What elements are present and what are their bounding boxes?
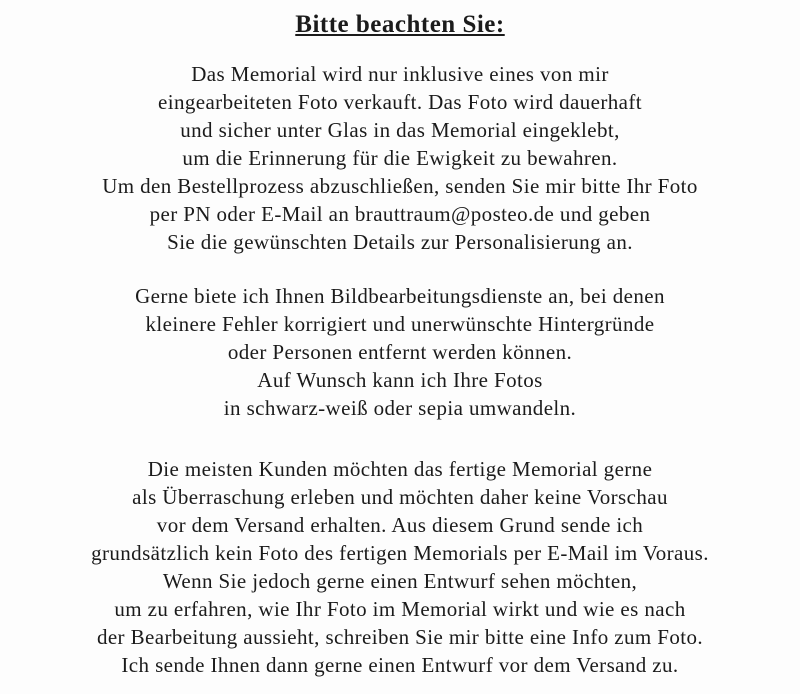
text-line-email: per PN oder E-Mail an brauttraum@posteo.de und geben	[149, 202, 651, 226]
text-line: Ich sende Ihnen dann gerne einen Entwurf vor dem Versand zu.	[121, 653, 679, 677]
paragraph-editing-services	[0, 282, 800, 422]
text-line: um die Erinnerung für die Ewigkeit zu bewahren.	[182, 146, 618, 170]
text-line: kleinere Fehler korrigiert und unerwünschte Hintergründe	[145, 312, 655, 336]
text-line: als Überraschung erleben und möchten daher keine Vorschau	[132, 485, 668, 509]
text-line: Das Memorial wird nur inklusive eines von mir	[191, 62, 609, 86]
text-line: vor dem Versand erhalten. Aus diesem Grund sende ich	[156, 513, 644, 537]
text-line: grundsätzlich kein Foto des fertigen Memorials per E-Mail im Voraus.	[91, 541, 709, 565]
text-line: oder Personen entfernt werden können.	[227, 340, 573, 364]
text-line: eingearbeiteten Foto verkauft. Das Foto wird dauerhaft	[157, 90, 643, 114]
text-line: Gerne biete ich Ihnen Bildbearbeitungsdienste an, bei denen	[135, 284, 665, 308]
text-line: Sie die gewünschten Details zur Personalisierung an.	[167, 230, 633, 254]
text-line: in schwarz-weiß oder sepia umwandeln.	[223, 396, 577, 420]
text-line: Um den Bestellprozess abzuschließen, senden Sie mir bitte Ihr Foto	[102, 174, 698, 198]
text-line: der Bearbeitung aussieht, schreiben Sie mir bitte eine Info zum Foto.	[96, 625, 704, 649]
page-title: Bitte beachten Sie:	[295, 11, 505, 38]
paragraph-order-info	[0, 60, 800, 256]
text-line: und sicher unter Glas in das Memorial eingeklebt,	[180, 118, 620, 142]
text-line: Auf Wunsch kann ich Ihre Fotos	[257, 368, 543, 392]
text-line: Die meisten Kunden möchten das fertige Memorial gerne	[147, 457, 653, 481]
paragraph-preview-policy	[0, 455, 800, 679]
text-line: Wenn Sie jedoch gerne einen Entwurf sehen möchten,	[162, 569, 638, 593]
text-line: um zu erfahren, wie Ihr Foto im Memorial wirkt und wie es nach	[114, 597, 686, 621]
